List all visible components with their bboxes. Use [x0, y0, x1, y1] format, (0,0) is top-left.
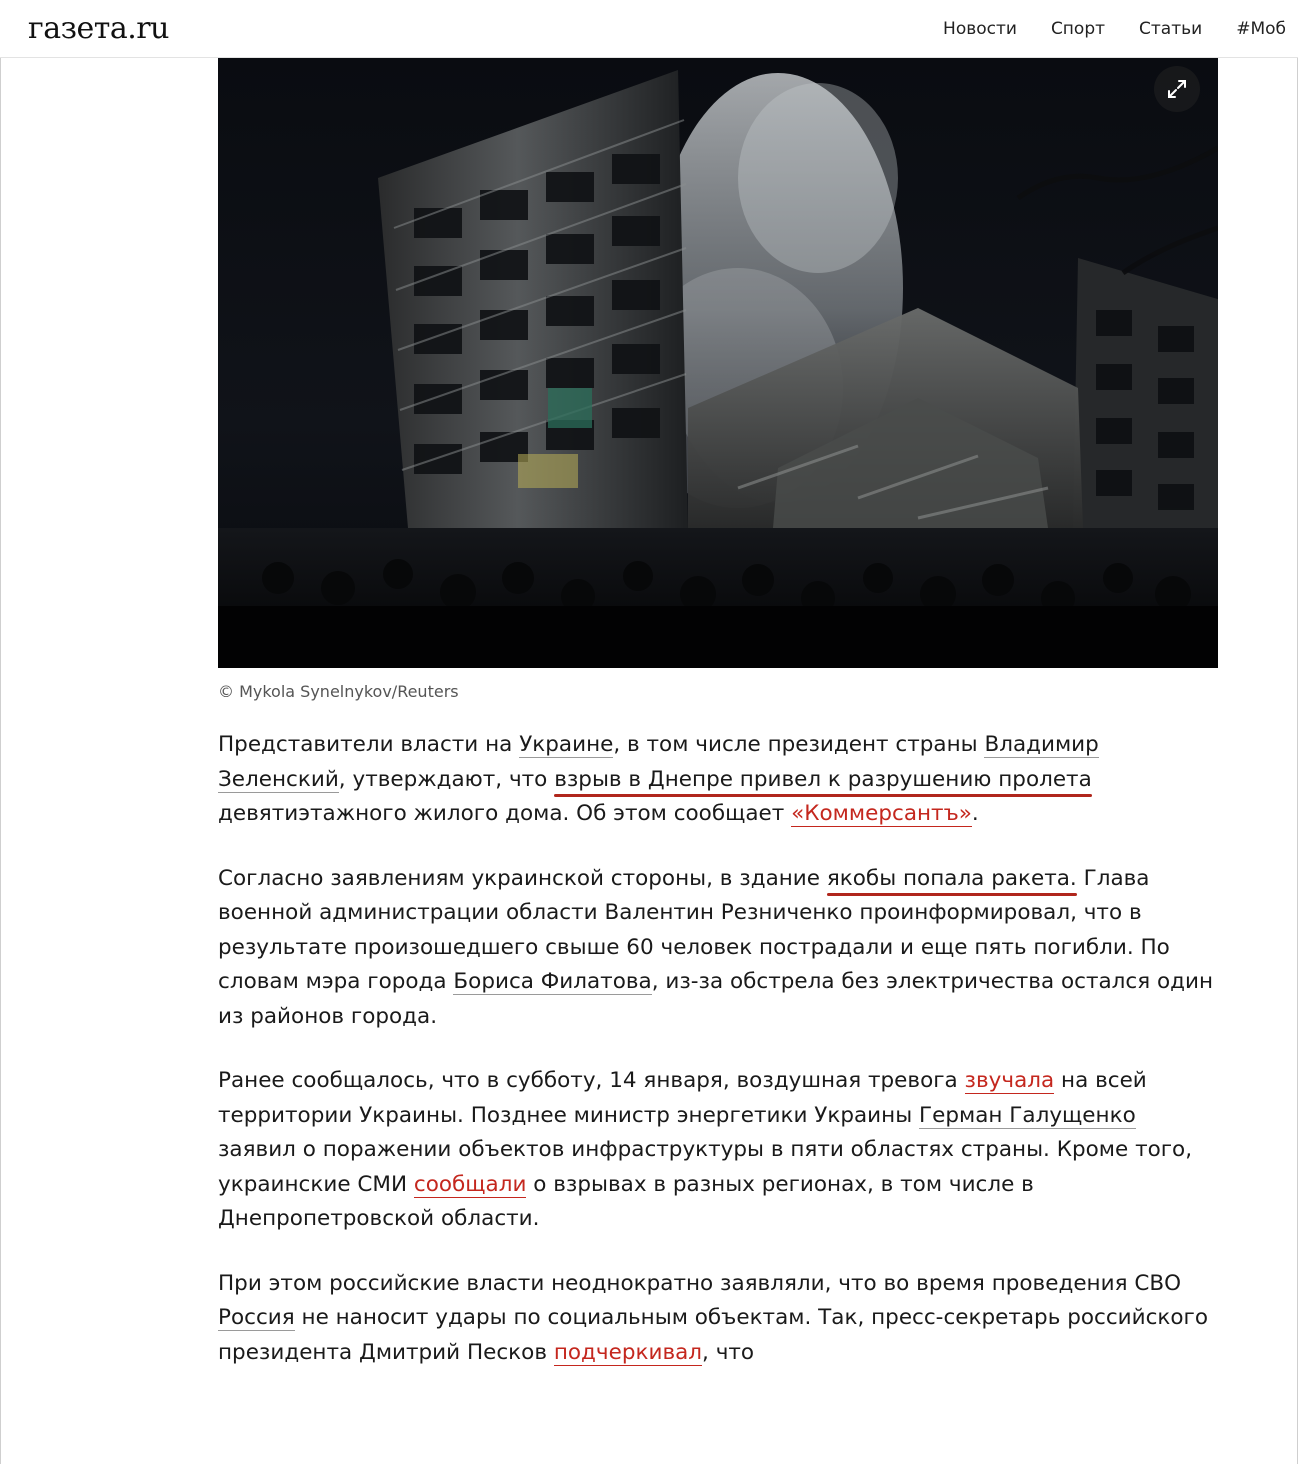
article-paragraph-4 — [218, 1267, 1218, 1371]
nav-item-novosti[interactable]: Новости — [943, 18, 1017, 39]
left-column-rule — [0, 58, 1, 1464]
article-figure — [218, 58, 1218, 701]
text-run: на всей территории Украины. Позднее министр энергетики Украины — [218, 1068, 1147, 1128]
site-logo[interactable]: газета.ru — [28, 11, 169, 46]
link-zelensky[interactable]: Владимир Зеленский — [218, 732, 1099, 792]
main-nav — [943, 19, 1290, 39]
text-run: , в том числе президент страны — [613, 732, 985, 757]
link-kommersant[interactable]: «Коммерсантъ» — [791, 801, 972, 826]
expand-arrows-icon[interactable] — [1154, 66, 1200, 112]
text-run: , утверждают, что — [338, 766, 555, 792]
text-run: девятиэтажного жилого дома. Об этом сообщает — [218, 801, 792, 826]
link-soobshchali[interactable]: сообщали — [413, 1171, 527, 1197]
site-header — [0, 0, 1298, 58]
page-frame — [0, 58, 1298, 1464]
text-run: , из-за обстрела без электричества остался один из районов города. — [218, 969, 1214, 1029]
article-photo[interactable] — [218, 58, 1218, 668]
text-run: Представители власти на — [218, 732, 520, 757]
nav-item-hashtag-mob[interactable]: #Моб — [1236, 18, 1286, 39]
highlighted-text-1: взрыв в Днепре привел к разрушению пролета — [554, 766, 1092, 792]
nav-item-sport[interactable]: Спорт — [1050, 18, 1106, 39]
link-zvuchala[interactable]: звучала — [964, 1068, 1055, 1093]
article-paragraph-3 — [218, 1064, 1218, 1237]
article-paragraph-1 — [218, 728, 1218, 832]
text-run: заявил о поражении объектов инфраструктуры в пяти областях страны. Кроме того, украинские СМИ — [218, 1137, 1193, 1197]
text-run: . — [971, 801, 979, 826]
text-run: , что — [702, 1339, 755, 1365]
link-rossiya[interactable]: Россия — [218, 1305, 295, 1330]
link-galushchenko[interactable]: Герман Галущенко — [919, 1102, 1136, 1128]
nav-item-stati[interactable]: Статьи — [1139, 18, 1203, 39]
photo-credit: © Mykola Synelnykov/Reuters — [218, 682, 459, 701]
link-ukraine[interactable]: Украине — [519, 732, 614, 757]
text-run: о взрывах в разных регионах, в том числе в Днепропетровской области. — [218, 1171, 1034, 1231]
article-paragraph-2 — [218, 862, 1218, 1035]
text-run: Ранее сообщалось, что в субботу, 14 января, воздушная тревога — [218, 1068, 965, 1093]
text-run: Глава военной администрации области Валентин Резниченко проинформировал, что в результате произошедшего свыше 60 человек пострадали и еще пять погибли. По словам мэра города — [218, 865, 1170, 994]
highlighted-text-2: якобы попала ракета. — [826, 865, 1077, 891]
link-podcherkival[interactable]: подчеркивал — [553, 1339, 703, 1365]
text-run: Согласно заявлениям украинской стороны, в здание — [218, 865, 827, 891]
text-run: При этом российские власти неоднократно заявляли, что во время проведения СВО — [218, 1270, 1182, 1296]
article-body — [218, 728, 1218, 1400]
link-filatov[interactable]: Бориса Филатова — [453, 969, 652, 994]
text-run: не наносит удары по социальным объектам. Так, пресс-секретарь российского президента Дмитрий Песков — [218, 1305, 1209, 1365]
